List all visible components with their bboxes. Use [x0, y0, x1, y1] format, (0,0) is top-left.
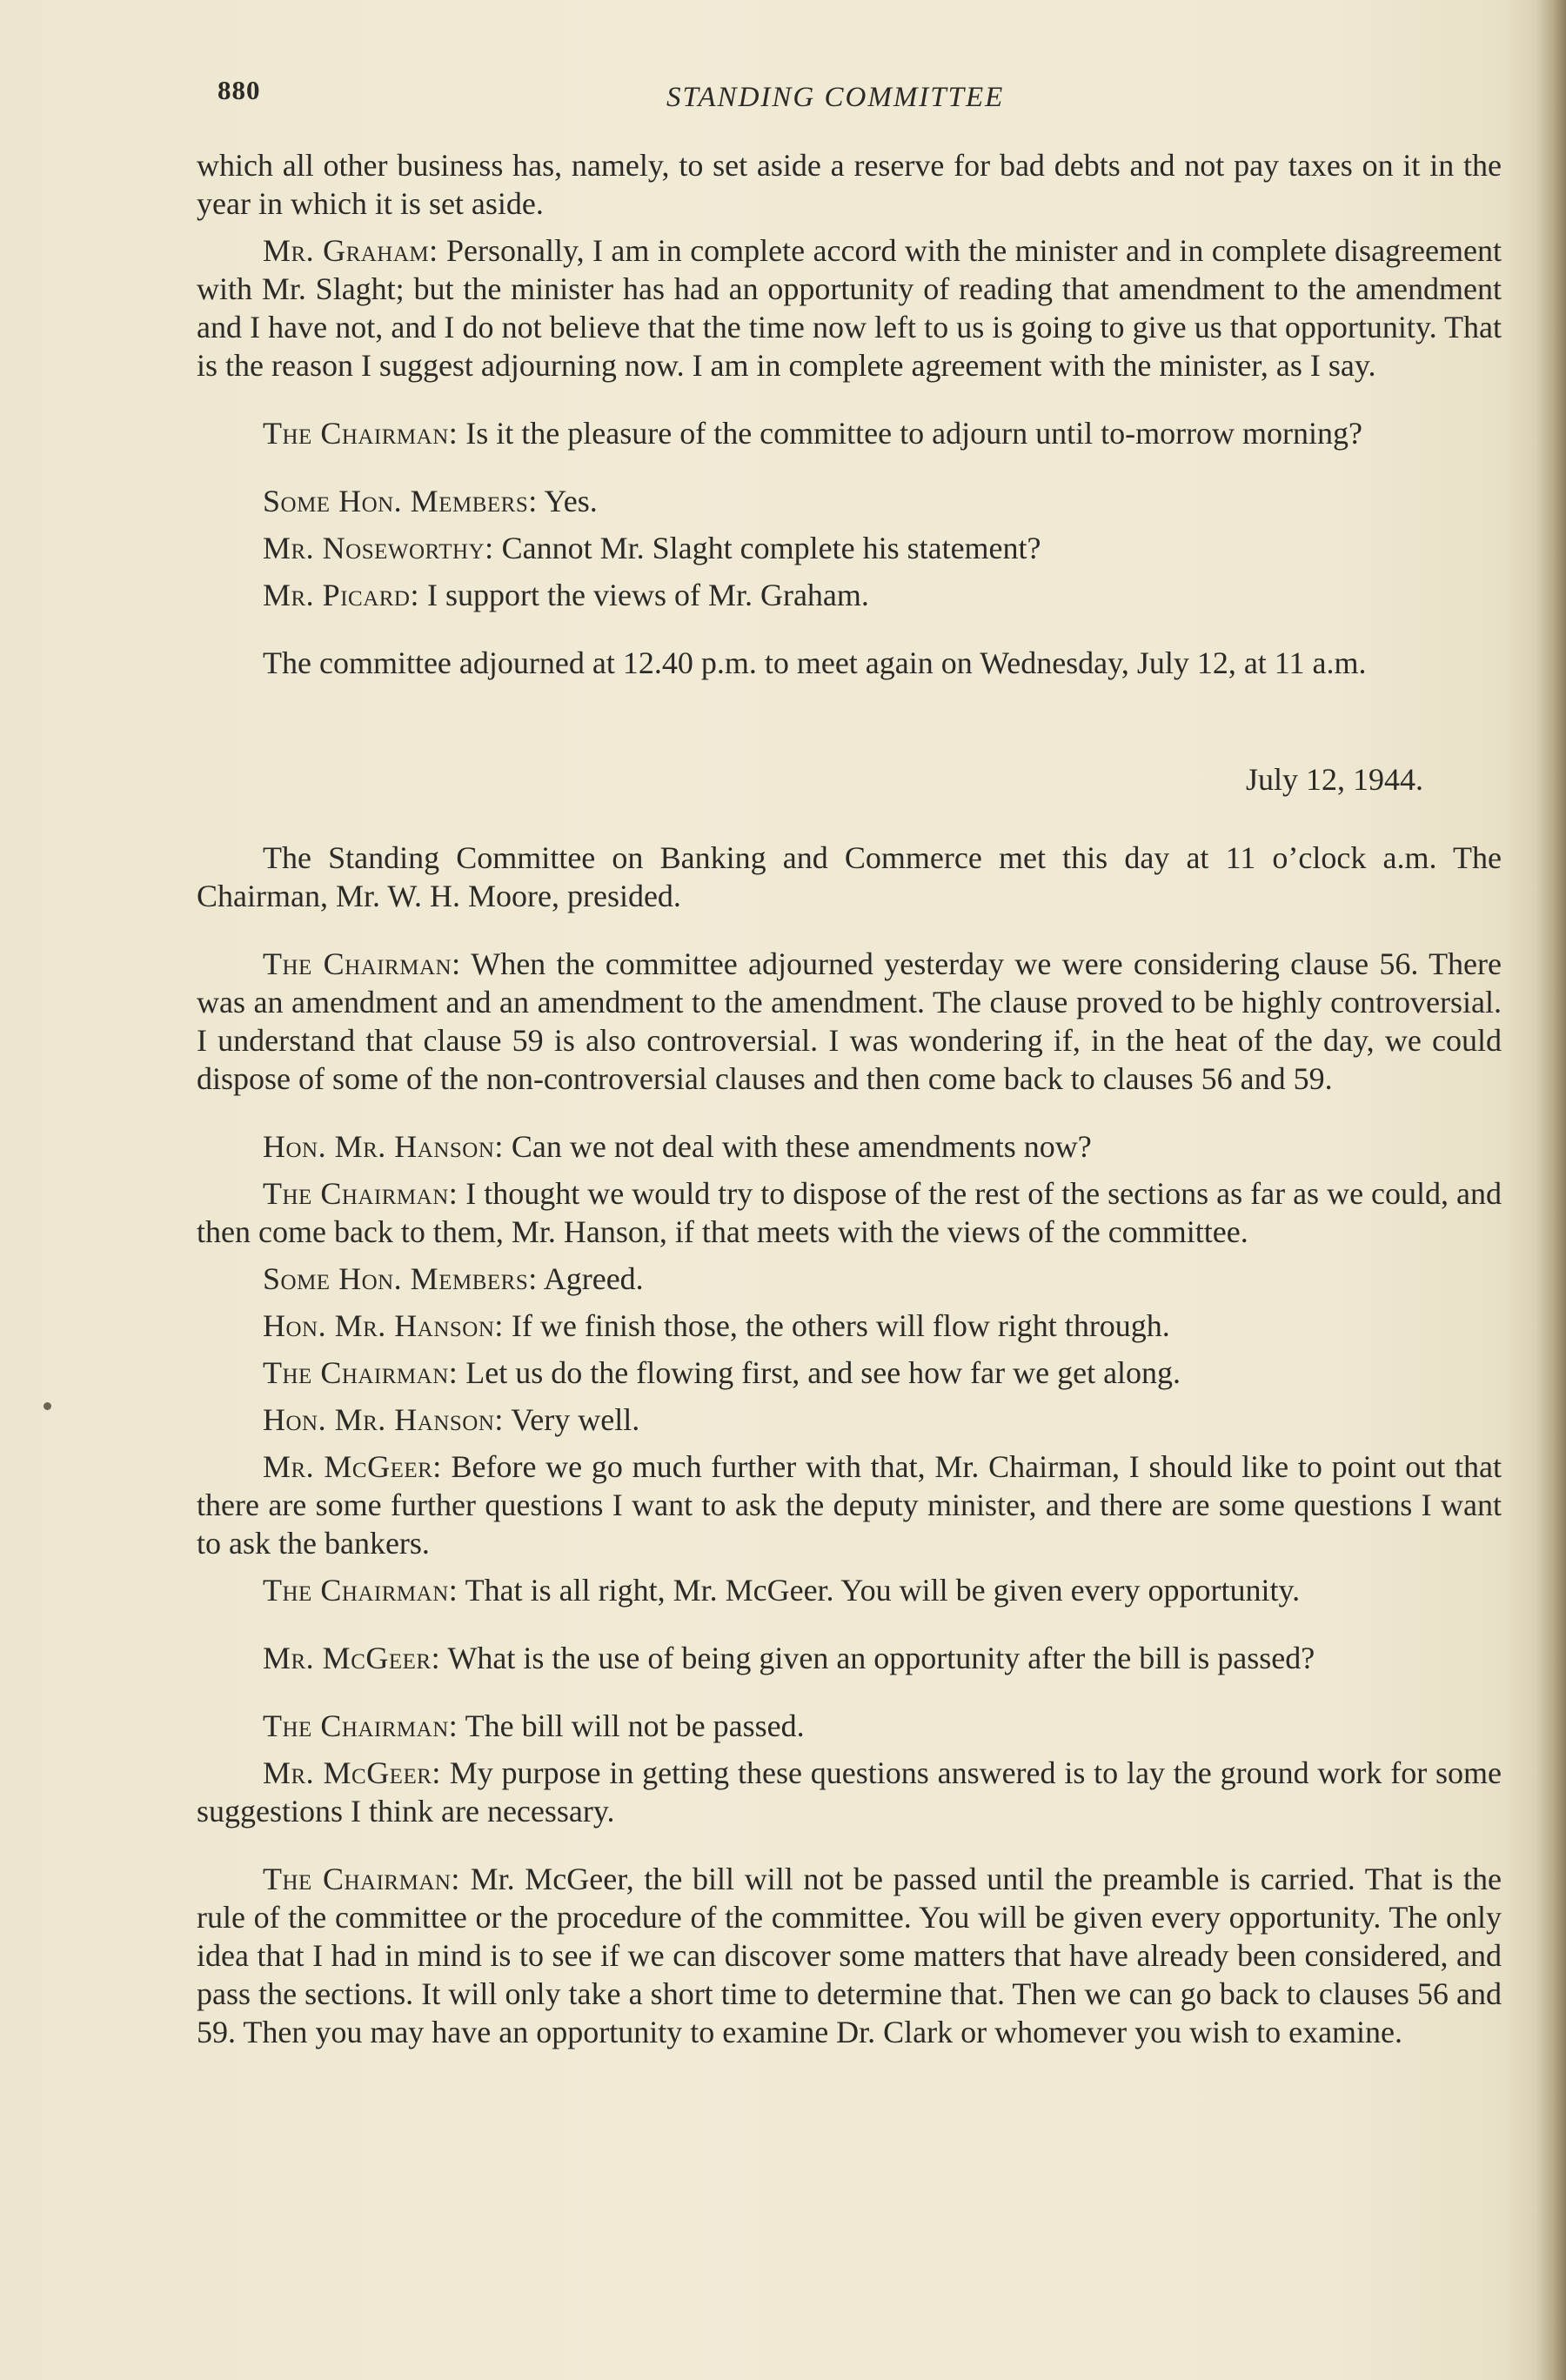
paragraph: Some Hon. Members: Yes. — [263, 484, 598, 518]
speaker-name: Hon. Mr. Hanson: — [263, 1308, 504, 1343]
running-head: STANDING COMMITTEE — [666, 82, 1005, 113]
speaker-name: The Chairman: — [263, 1355, 458, 1390]
speaker-name: Mr. McGeer: — [263, 1449, 442, 1484]
paragraph: The Chairman: Let us do the flowing first, and see how far we get along. — [263, 1355, 1181, 1390]
paragraph: Mr. McGeer: What is the use of being given an opportunity after the bill is passed? — [263, 1641, 1315, 1675]
speaker-name: Some Hon. Members: — [263, 484, 538, 518]
speaker-name: Mr. Graham: — [263, 233, 438, 268]
book-spine-shadow — [1536, 0, 1566, 2380]
body-text — [197, 146, 1502, 2060]
paragraph: Mr. McGeer: Before we go much further with that, Mr. Chairman, I should like to point out that there are some further questions I want to ask the deputy minister, and there are some questions I want to ask the bankers. — [197, 1449, 1502, 1561]
paragraph: Hon. Mr. Hanson: Can we not deal with these amendments now? — [263, 1129, 1092, 1164]
speaker-name: The Chairman: — [263, 946, 461, 981]
paragraph: Mr. Noseworthy: Cannot Mr. Slaght complete his statement? — [263, 531, 1041, 565]
paragraph: Some Hon. Members: Agreed. — [263, 1261, 644, 1296]
paragraph: Mr. McGeer: My purpose in getting these questions answered is to lay the ground work for some suggestions I think are necessary. — [197, 1755, 1502, 1828]
speaker-name: Mr. McGeer: — [263, 1641, 441, 1675]
page-number: 880 — [218, 75, 261, 105]
speaker-name: The Chairman: — [263, 416, 458, 451]
paragraph: Mr. Graham: Personally, I am in complete accord with the minister and in complete disagreement with Mr. Slaght; but the minister has had an opportunity of reading that amendment to the amendment and I have not, and I do not believe that the time now left to us is going to give us that opportunity. That is the reason I suggest adjourning now. I am in complete agreement with the minister, as I say. — [197, 233, 1502, 383]
paragraph: Hon. Mr. Hanson: Very well. — [263, 1402, 640, 1437]
speaker-name: Mr. McGeer: — [263, 1755, 441, 1790]
speaker-name: Mr. Noseworthy: — [263, 531, 494, 565]
paragraph: The Chairman: That is all right, Mr. McGeer. You will be given every opportunity. — [263, 1573, 1301, 1608]
speaker-name: The Chairman: — [263, 1573, 458, 1608]
paragraph: Hon. Mr. Hanson: If we finish those, the others will flow right through. — [263, 1308, 1170, 1343]
paragraph: The Standing Committee on Banking and Commerce met this day at 11 o’clock a.m. The Chairman, Mr. W. H. Moore, presided. — [197, 840, 1502, 913]
speaker-name: The Chairman: — [263, 1862, 460, 1896]
paragraph: The Chairman: Is it the pleasure of the committee to adjourn until to-morrow morning? — [263, 416, 1363, 451]
paragraph: which all other business has, namely, to set aside a reserve for bad debts and not pay taxes on it in the year in which it is set aside. — [197, 148, 1502, 221]
margin-mark — [44, 1402, 51, 1410]
paragraph: The Chairman: I thought we would try to dispose of the rest of the sections as far as we could, and then come back to them, Mr. Hanson, if that meets with the views of the committee. — [197, 1176, 1502, 1249]
speaker-name: Some Hon. Members: — [263, 1261, 538, 1296]
speaker-name: Hon. Mr. Hanson: — [263, 1402, 504, 1437]
meeting-date: July 12, 1944. — [1245, 762, 1423, 797]
speaker-name: Mr. Picard: — [263, 578, 419, 612]
page-header — [218, 75, 1505, 127]
speaker-name: Hon. Mr. Hanson: — [263, 1129, 504, 1164]
paragraph: The Chairman: When the committee adjourned yesterday we were considering clause 56. There was an amendment and an amendment to the amendment. The clause proved to be highly controversial. I understand that clause 59 is also controversial. I was wondering if, in the heat of the day, we could dispose of some of the non-controversial clauses and then come back to clauses 56 and 59. — [197, 946, 1502, 1096]
adjournment-note: The committee adjourned at 12.40 p.m. to meet again on Wednesday, July 12, at 11 a.m. — [263, 645, 1367, 680]
paragraph: The Chairman: The bill will not be passed. — [263, 1708, 805, 1743]
paragraph: Mr. Picard: I support the views of Mr. Graham. — [263, 578, 869, 612]
speaker-name: The Chairman: — [263, 1176, 458, 1211]
paragraph: The Chairman: Mr. McGeer, the bill will not be passed until the preamble is carried. That is the rule of the committee or the procedure of the committee. You will be given every opportunity. The only idea that I had in mind is to see if we can discover some matters that have already been considered, and pass the sections. It will only take a short time to determine that. Then we can go back to clauses 56 and 59. Then you may have an opportunity to examine Dr. Clark or whomever you wish to examine. — [197, 1862, 1502, 2049]
speaker-name: The Chairman: — [263, 1708, 458, 1743]
